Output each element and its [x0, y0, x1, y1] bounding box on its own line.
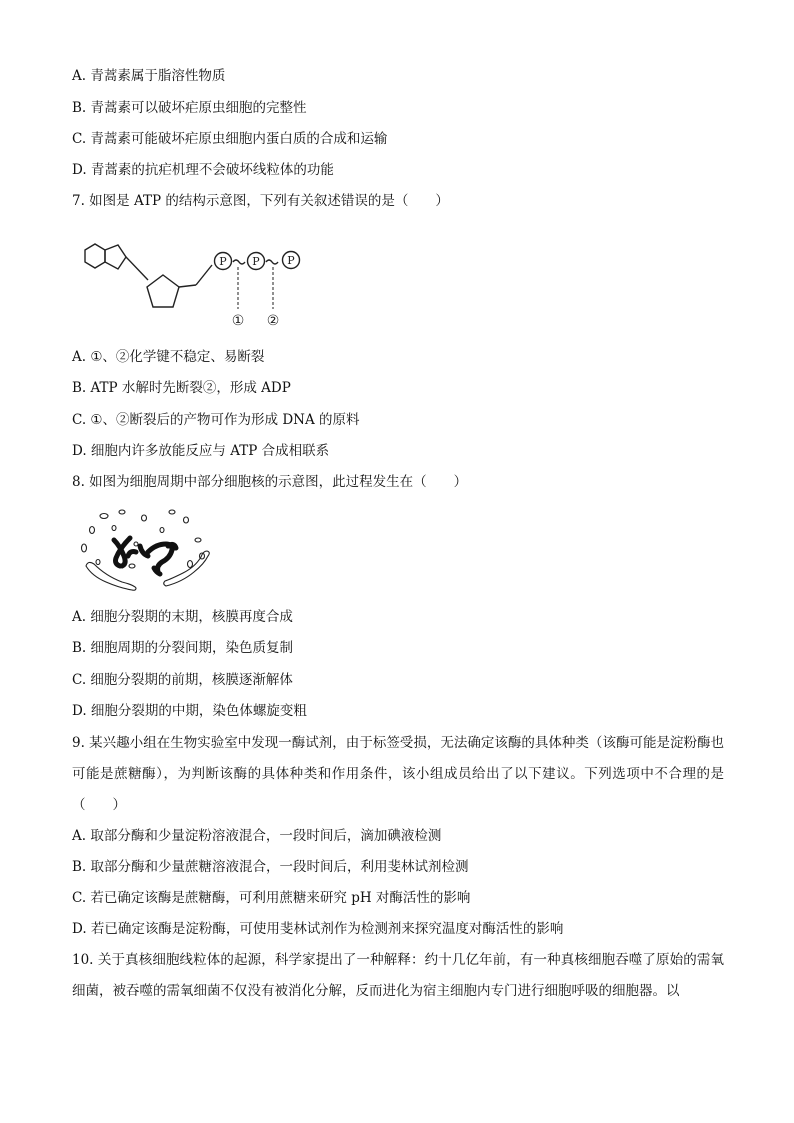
- q6-option-d: D. 青蒿素的抗疟机理不会破坏线粒体的功能: [72, 162, 334, 178]
- bond-2-label: ②: [266, 313, 280, 329]
- adenine-pentagon-ring: [105, 245, 126, 269]
- q9-option-d: D. 若已确定该酶是淀粉酶，可使用斐林试剂作为检测剂来探究温度对酶活性的影响: [72, 921, 564, 937]
- q7-stem: 7. 如图是 ATP 的结构示意图，下列有关叙述错误的是（ ）: [72, 193, 449, 209]
- q10-stem: 10. 关于真核细胞线粒体的起源，科学家提出了一种解释：约十几亿年前，有一种真核细胞吞噬了原始的需氧细菌，被吞噬的需氧细菌不仅没有被消化分解，反而进化为宿主细胞内专门进行细胞呼吸的细胞器。以: [72, 952, 724, 999]
- q9-stem: 9. 某兴趣小组在生物实验室中发现一酶试剂，由于标签受损，无法确定该酶的具体种类（该酶可能是淀粉酶也可能是蔗糖酶），为判断该酶的具体种类和作用条件，该小组成员给出了以下建议。下列选项中不合理的是（ ）: [72, 735, 724, 813]
- high-energy-bond-1: [233, 260, 245, 264]
- membrane-vesicle: [119, 510, 125, 514]
- q7-option-a: A. ①、②化学键不稳定、易断裂: [72, 349, 265, 365]
- membrane-vesicle: [160, 528, 164, 533]
- cell-nucleus-diagram: [74, 504, 214, 596]
- glycosidic-bond-line: [126, 257, 148, 280]
- phosphate-gamma-label: P: [287, 254, 295, 267]
- q7-option-b: B. ATP 水解时先断裂②，形成 ADP: [72, 380, 291, 396]
- q8-stem: 8. 如图为细胞周期中部分细胞核的示意图，此过程发生在（ ）: [72, 474, 468, 490]
- membrane-vesicle: [96, 560, 100, 565]
- membrane-vesicle: [112, 526, 116, 531]
- membrane-fragment: [86, 562, 136, 590]
- membrane-vesicle: [169, 510, 175, 514]
- q8-option-c: C. 细胞分裂期的前期，核膜逐渐解体: [72, 672, 293, 688]
- q9-option-c: C. 若已确定该酶是蔗糖酶，可利用蔗糖来研究 pH 对酶活性的影响: [72, 890, 471, 906]
- q7-option-c: C. ①、②断裂后的产物可作为形成 DNA 的原料: [72, 412, 360, 428]
- membrane-vesicle: [90, 527, 95, 534]
- q6-option-a: A. 青蒿素属于脂溶性物质: [72, 68, 226, 84]
- q8-option-d: D. 细胞分裂期的中期，染色体螺旋变粗: [72, 703, 307, 719]
- membrane-vesicle: [188, 561, 193, 568]
- phosphate-alpha-label: P: [219, 255, 227, 268]
- membrane-vesicle: [134, 542, 138, 546]
- q9-option-b: B. 取部分酶和少量蔗糖溶液混合，一段时间后，利用斐林试剂检测: [72, 859, 469, 875]
- q6-option-b: B. 青蒿素可以破坏疟原虫细胞的完整性: [72, 100, 307, 116]
- atp-structure-diagram: [76, 232, 316, 332]
- q8-option-a: A. 细胞分裂期的末期，核膜再度合成: [72, 609, 293, 625]
- membrane-vesicle: [129, 564, 135, 568]
- adenine-hexagon-ring: [85, 244, 105, 268]
- membrane-vesicle: [82, 544, 87, 552]
- bond-1-label: ①: [231, 313, 245, 329]
- ribose-to-phosphate-line: [179, 285, 196, 287]
- high-energy-bond-2: [266, 260, 278, 264]
- q7-option-d: D. 细胞内许多放能反应与 ATP 合成相联系: [72, 443, 330, 459]
- q6-option-c: C. 青蒿素可能破坏疟原虫细胞内蛋白质的合成和运输: [72, 131, 388, 147]
- membrane-vesicle: [100, 514, 108, 519]
- membrane-vesicle: [184, 517, 189, 523]
- q8-option-b: B. 细胞周期的分裂间期，染色质复制: [72, 640, 294, 656]
- q9-option-a: A. 取部分酶和少量淀粉溶液混合，一段时间后，滴加碘液检测: [72, 828, 442, 844]
- chromosome: [128, 552, 136, 557]
- ribose-pentagon-ring: [147, 275, 179, 307]
- membrane-vesicle: [195, 538, 201, 542]
- membrane-vesicle: [142, 515, 147, 521]
- phosphate-beta-label: P: [252, 255, 260, 268]
